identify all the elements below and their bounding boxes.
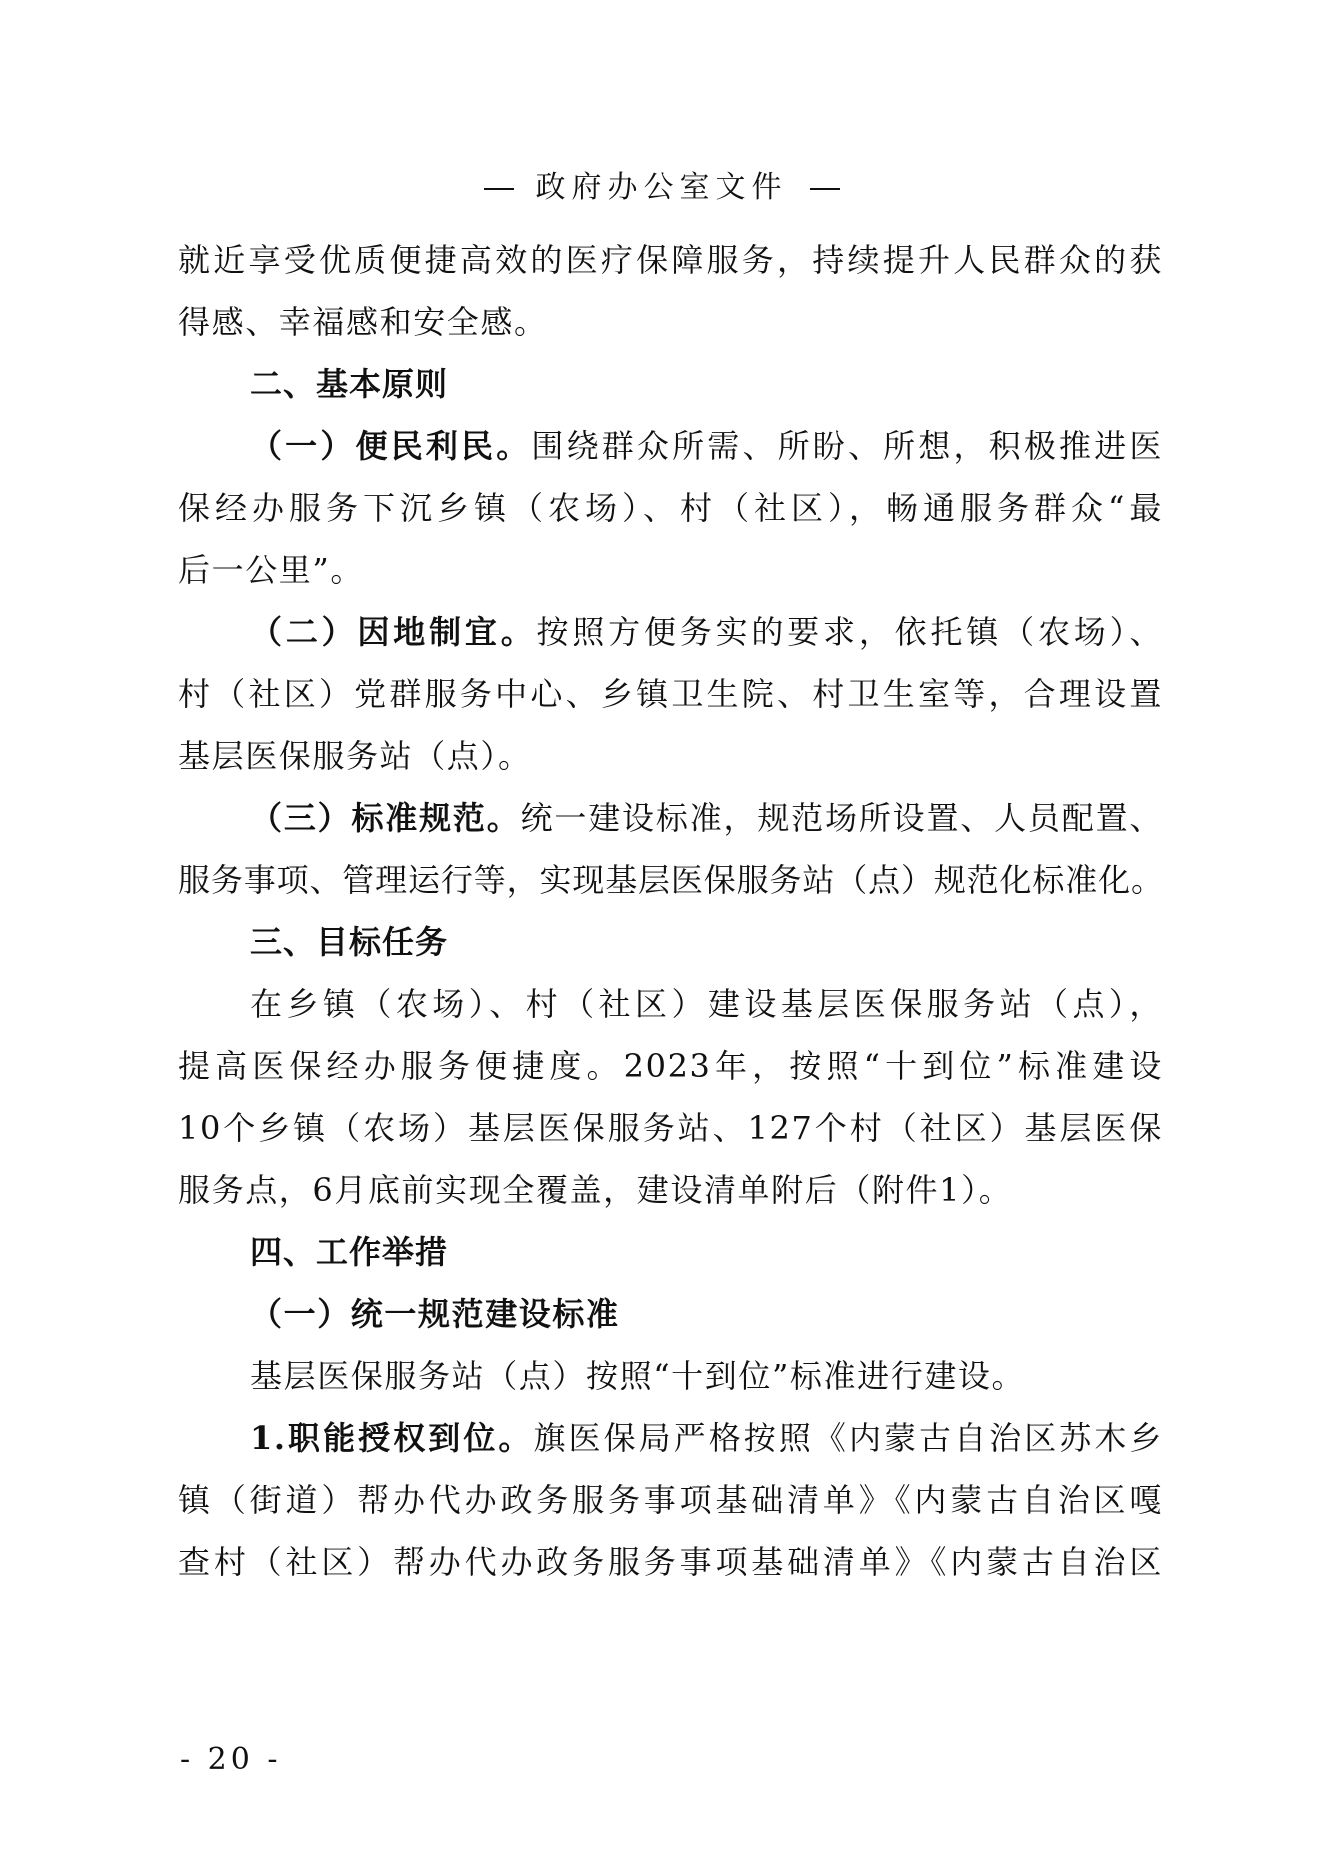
paragraph-line	[178, 548, 1163, 592]
line-text: 查村（社区）帮办代办政务服务事项基础清单》《内蒙古自治区	[178, 1543, 1163, 1581]
paragraph-line	[178, 1478, 1163, 1522]
line-text: 按照方便务实的要求，依托镇（农场）、	[536, 613, 1163, 651]
line-text: 就近享受优质便捷高效的医疗保障服务，持续提升人民群众的获	[178, 241, 1163, 279]
paragraph-line	[178, 1168, 1163, 1212]
section-heading-measures	[250, 1230, 1163, 1274]
line-text: 镇（街道）帮办代办政务服务事项基础清单》《内蒙古自治区嘎	[178, 1481, 1163, 1519]
subsection-heading	[250, 1292, 1163, 1336]
heading-text: 二、基本原则	[250, 365, 449, 403]
paragraph-line	[250, 1354, 1163, 1398]
paragraph-line	[250, 610, 1163, 654]
line-text: 得感、幸福感和安全感。	[178, 303, 548, 341]
line-text: 村（社区）党群服务中心、乡镇卫生院、村卫生室等，合理设置	[178, 675, 1163, 713]
subheading-text: （二）因地制宜。	[250, 613, 537, 651]
paragraph-line	[178, 486, 1163, 530]
header-dash-right	[810, 188, 840, 190]
heading-text: 三、目标任务	[250, 923, 449, 961]
line-text: 后一公里”。	[178, 551, 364, 589]
line-text: 在乡镇（农场）、村（社区）建设基层医保服务站（点），	[250, 985, 1163, 1023]
section-heading-goals	[250, 920, 1163, 964]
line-text: 保经办服务下沉乡镇（农场）、村（社区），畅通服务群众“最	[178, 489, 1163, 527]
line-text: 围绕群众所需、所盼、所想，积极推进医	[531, 427, 1163, 465]
line-text: 10个乡镇（农场）基层医保服务站、127个村（社区）基层医保	[178, 1109, 1163, 1147]
paragraph-line	[178, 858, 1163, 902]
subheading-text: （三）标准规范。	[250, 799, 521, 837]
paragraph-line	[178, 1540, 1163, 1584]
line-text: 旗医保局严格按照《内蒙古自治区苏木乡	[533, 1419, 1163, 1457]
paragraph-line	[178, 1044, 1163, 1088]
section-heading-principles	[250, 362, 1163, 406]
paragraph-line	[178, 672, 1163, 716]
line-text: 基层医保服务站（点）按照“十到位”标准进行建设。	[250, 1357, 1026, 1395]
paragraph-line	[178, 734, 1163, 778]
subheading-text: 1.职能授权到位。	[250, 1419, 534, 1457]
paragraph-line	[250, 982, 1163, 1026]
subheading-text: （一）便民利民。	[250, 427, 532, 465]
paragraph-line	[178, 300, 1163, 344]
paragraph-line	[178, 238, 1163, 282]
line-text: 提高医保经办服务便捷度。2023年，按照“十到位”标准建设	[178, 1047, 1163, 1085]
line-text: 服务点，6月底前实现全覆盖，建设清单附后（附件1）。	[178, 1171, 1013, 1209]
paragraph-line	[250, 1416, 1163, 1460]
page-header	[0, 168, 1323, 208]
paragraph-line	[250, 424, 1163, 468]
line-text: 服务事项、管理运行等，实现基层医保服务站（点）规范化标准化。	[178, 861, 1163, 899]
line-text: 基层医保服务站（点）。	[178, 737, 532, 775]
page-number: - 20 -	[180, 1742, 282, 1777]
paragraph-line	[178, 1106, 1163, 1150]
header-title: 政府办公室文件	[535, 170, 788, 205]
header-dash-left	[484, 188, 514, 190]
subheading-text: （一）统一规范建设标准	[250, 1295, 620, 1333]
heading-text: 四、工作举措	[250, 1233, 449, 1271]
paragraph-line	[250, 796, 1163, 840]
line-text: 统一建设标准，规范场所设置、人员配置、	[520, 799, 1163, 837]
